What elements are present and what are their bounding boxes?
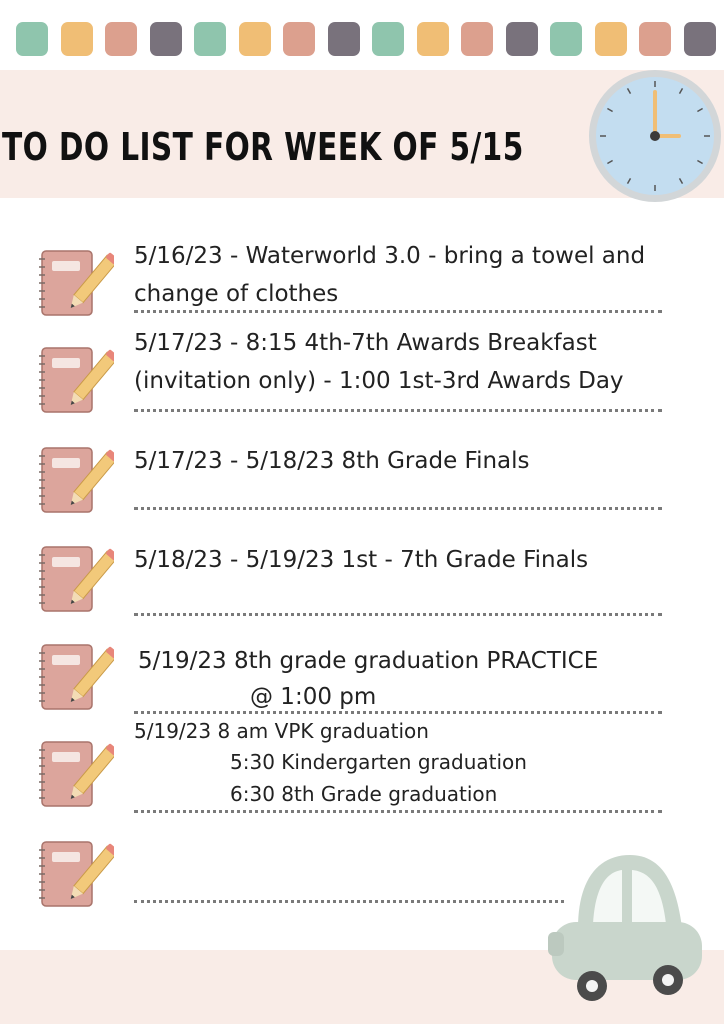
notebook-pencil-icon xyxy=(38,344,114,418)
notebook-pencil-icon xyxy=(38,543,114,617)
decor-dot xyxy=(283,22,315,56)
dotted-divider xyxy=(134,310,662,313)
decor-dot xyxy=(16,22,48,56)
todo-item-text: 5/16/23 - Waterworld 3.0 - bring a towel and xyxy=(134,243,646,269)
wall-clock-icon xyxy=(585,66,724,206)
todo-item-text: (invitation only) - 1:00 1st-3rd Awards Day xyxy=(134,368,624,394)
decor-dot xyxy=(506,22,538,56)
decor-dot xyxy=(639,22,671,56)
notebook-pencil-icon xyxy=(38,247,114,321)
decor-dot xyxy=(417,22,449,56)
todo-item-text: change of clothes xyxy=(134,281,339,307)
decor-dot xyxy=(372,22,404,56)
decor-dot xyxy=(239,22,271,56)
decor-dot xyxy=(684,22,716,56)
decor-dot xyxy=(150,22,182,56)
dotted-divider xyxy=(134,711,662,714)
decor-dot xyxy=(105,22,137,56)
dotted-divider xyxy=(134,409,662,412)
notebook-pencil-icon xyxy=(38,444,114,518)
decor-dot xyxy=(595,22,627,56)
todo-item-text: 5/17/23 - 8:15 4th-7th Awards Breakfast xyxy=(134,330,597,356)
decor-dot xyxy=(61,22,93,56)
decor-dot xyxy=(194,22,226,56)
notebook-pencil-icon xyxy=(38,641,114,715)
todo-item-text: 5/18/23 - 5/19/23 1st - 7th Grade Finals xyxy=(134,547,589,573)
todo-item-text: 6:30 8th Grade graduation xyxy=(230,782,498,806)
decor-dot xyxy=(550,22,582,56)
todo-item-text: 5:30 Kindergarten graduation xyxy=(230,750,527,774)
decor-dot-row xyxy=(16,22,716,60)
page-title: TO DO LIST FOR WEEK OF 5/15 xyxy=(2,125,524,169)
dotted-divider xyxy=(134,900,564,903)
dotted-divider xyxy=(134,507,662,510)
notebook-pencil-icon xyxy=(38,838,114,912)
toy-car-icon xyxy=(548,850,708,1005)
todo-item-text: 5/17/23 - 5/18/23 8th Grade Finals xyxy=(134,448,530,474)
todo-item-text: 5/19/23 8 am VPK graduation xyxy=(134,719,429,743)
dotted-divider xyxy=(134,810,662,813)
decor-dot xyxy=(328,22,360,56)
notebook-pencil-icon xyxy=(38,738,114,812)
todo-item-text: @ 1:00 pm xyxy=(250,684,377,710)
todo-item-text: 5/19/23 8th grade graduation PRACTICE xyxy=(138,648,599,674)
dotted-divider xyxy=(134,613,662,616)
decor-dot xyxy=(461,22,493,56)
